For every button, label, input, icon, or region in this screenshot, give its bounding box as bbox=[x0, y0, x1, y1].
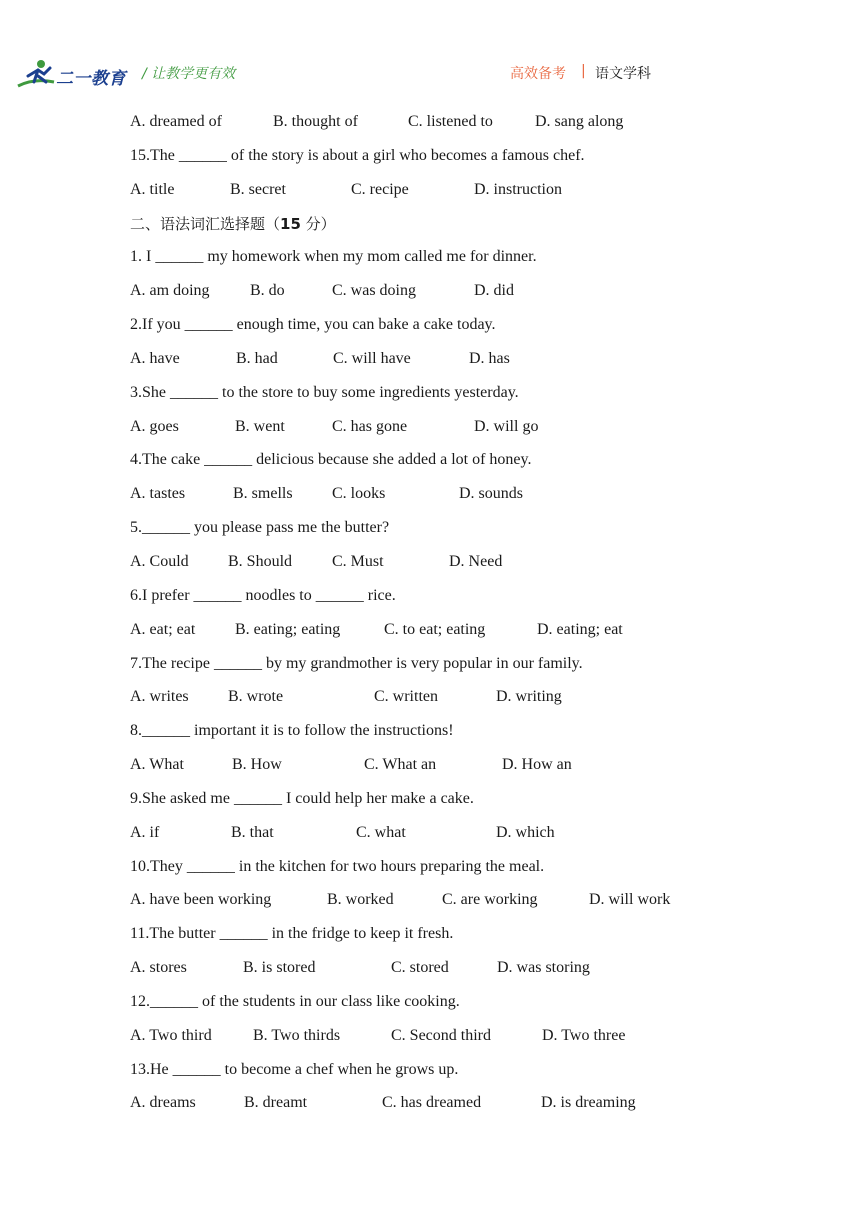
option-a: A. writes bbox=[130, 688, 189, 706]
option-d: D. which bbox=[496, 823, 555, 841]
option-c: C. recipe bbox=[351, 180, 409, 198]
question-3: 3.She ______ to the store to buy some ingredients yesterday. bbox=[130, 383, 519, 401]
option-b: B. went bbox=[235, 417, 285, 435]
option-a: A. am doing bbox=[130, 282, 210, 300]
option-d: D. instruction bbox=[474, 180, 562, 198]
option-b: B. do bbox=[250, 282, 285, 300]
question-4: 4.The cake ______ delicious because she added a lot of honey. bbox=[130, 451, 532, 469]
question-12: 12.______ of the students in our class like cooking. bbox=[130, 992, 460, 1010]
section-title-prefix: 二、语法词汇选择题（ bbox=[130, 214, 281, 233]
option-d: D. Two three bbox=[542, 1026, 626, 1044]
option-a: A. title bbox=[130, 180, 175, 198]
question-5: 5.______ you please pass me the butter? bbox=[130, 519, 390, 537]
option-b: B. eating; eating bbox=[235, 620, 341, 638]
question-10-options bbox=[130, 885, 770, 919]
question-3-options bbox=[130, 412, 770, 446]
option-b: B. is stored bbox=[243, 959, 316, 977]
option-a: A. dreams bbox=[130, 1094, 196, 1112]
option-d: D. has bbox=[469, 349, 510, 367]
header-tag-left: 高效备考 bbox=[510, 66, 566, 82]
document-body bbox=[130, 107, 770, 1122]
option-b: B. Should bbox=[228, 552, 293, 570]
option-a: A. stores bbox=[130, 959, 187, 977]
option-a: A. dreamed of bbox=[130, 113, 222, 130]
header-separator: | bbox=[581, 63, 586, 79]
option-b: B. thought of bbox=[273, 113, 358, 130]
option-a: A. have been working bbox=[130, 891, 272, 909]
option-c: C. written bbox=[374, 688, 438, 706]
option-c: C. What an bbox=[364, 756, 437, 774]
option-c: C. has dreamed bbox=[382, 1094, 482, 1112]
option-c: C. looks bbox=[332, 485, 386, 503]
question-2: 2.If you ______ enough time, you can bake a cake today. bbox=[130, 316, 496, 334]
option-b: B. had bbox=[236, 349, 278, 367]
question-13: 13.He ______ to become a chef when he grows up. bbox=[130, 1060, 459, 1078]
option-d: D. is dreaming bbox=[541, 1094, 636, 1112]
section-title-suffix: 分） bbox=[300, 214, 336, 233]
question-8-options bbox=[130, 750, 770, 784]
option-c: C. Must bbox=[332, 552, 384, 570]
option-a: A. have bbox=[130, 349, 180, 367]
option-a: A. Could bbox=[130, 552, 189, 570]
question-7: 7.The recipe ______ by my grandmother is very popular in our family. bbox=[130, 654, 583, 672]
option-b: B. smells bbox=[233, 485, 293, 503]
section-2-title bbox=[130, 209, 770, 243]
question-4-options bbox=[130, 479, 770, 513]
question-9: 9.She asked me ______ I could help her make a cake. bbox=[130, 789, 474, 807]
prev-options-row bbox=[130, 107, 770, 141]
option-d: D. will work bbox=[589, 891, 671, 909]
option-d: D. will go bbox=[474, 417, 539, 435]
question-6-options bbox=[130, 615, 770, 649]
option-b: B. that bbox=[231, 823, 274, 841]
logo-text: 二一教育 bbox=[56, 69, 126, 89]
question-6: 6.I prefer ______ noodles to ______ rice. bbox=[130, 586, 396, 604]
option-d: D. did bbox=[474, 282, 514, 300]
option-c: C. will have bbox=[333, 349, 411, 367]
question-13-options bbox=[130, 1088, 770, 1122]
question-8: 8.______ important it is to follow the instructions! bbox=[130, 722, 454, 740]
question-15-options bbox=[130, 175, 770, 209]
option-c: C. are working bbox=[442, 891, 538, 909]
section-score: 15 bbox=[280, 214, 301, 233]
question-1: 1. I ______ my homework when my mom called me for dinner. bbox=[130, 248, 537, 266]
question-2-options bbox=[130, 344, 770, 378]
option-d: D. sounds bbox=[459, 485, 524, 503]
option-c: C. listened to bbox=[408, 113, 493, 130]
option-b: B. How bbox=[232, 756, 282, 774]
option-b: B. dreamt bbox=[244, 1094, 308, 1112]
option-d: D. writing bbox=[496, 688, 562, 706]
question-11: 11.The butter ______ in the fridge to keep it fresh. bbox=[130, 925, 454, 943]
question-15: 15.The ______ of the story is about a girl who becomes a famous chef. bbox=[130, 146, 585, 164]
option-a: A. eat; eat bbox=[130, 620, 196, 638]
question-12-options bbox=[130, 1021, 770, 1055]
option-b: B. secret bbox=[230, 180, 286, 198]
option-d: D. was storing bbox=[497, 959, 590, 977]
option-c: C. what bbox=[356, 823, 406, 841]
option-a: A. goes bbox=[130, 417, 179, 435]
option-a: A. Two third bbox=[130, 1026, 212, 1044]
option-c: C. was doing bbox=[332, 282, 416, 300]
option-c: C. has gone bbox=[332, 417, 408, 435]
page-header bbox=[0, 0, 860, 100]
option-a: A. tastes bbox=[130, 485, 186, 503]
option-a: A. if bbox=[130, 823, 160, 841]
option-c: C. Second third bbox=[391, 1026, 491, 1044]
option-c: C. to eat; eating bbox=[384, 620, 486, 638]
option-d: D. How an bbox=[502, 756, 572, 774]
option-c: C. stored bbox=[391, 959, 449, 977]
question-1-options bbox=[130, 276, 770, 310]
option-b: B. worked bbox=[327, 891, 394, 909]
question-5-options bbox=[130, 547, 770, 581]
option-b: B. wrote bbox=[228, 688, 284, 706]
question-7-options bbox=[130, 682, 770, 716]
header-tag-right: 语文学科 bbox=[595, 66, 651, 82]
question-10: 10.They ______ in the kitchen for two hours preparing the meal. bbox=[130, 857, 545, 875]
option-b: B. Two thirds bbox=[253, 1026, 341, 1044]
question-11-options bbox=[130, 953, 770, 987]
option-d: D. eating; eat bbox=[537, 620, 623, 638]
option-a: A. What bbox=[130, 756, 184, 774]
option-d: D. sang along bbox=[535, 113, 624, 130]
question-9-options bbox=[130, 818, 770, 852]
header-slogan: / 让教学更有效 bbox=[142, 66, 236, 82]
option-d: D. Need bbox=[449, 552, 503, 570]
